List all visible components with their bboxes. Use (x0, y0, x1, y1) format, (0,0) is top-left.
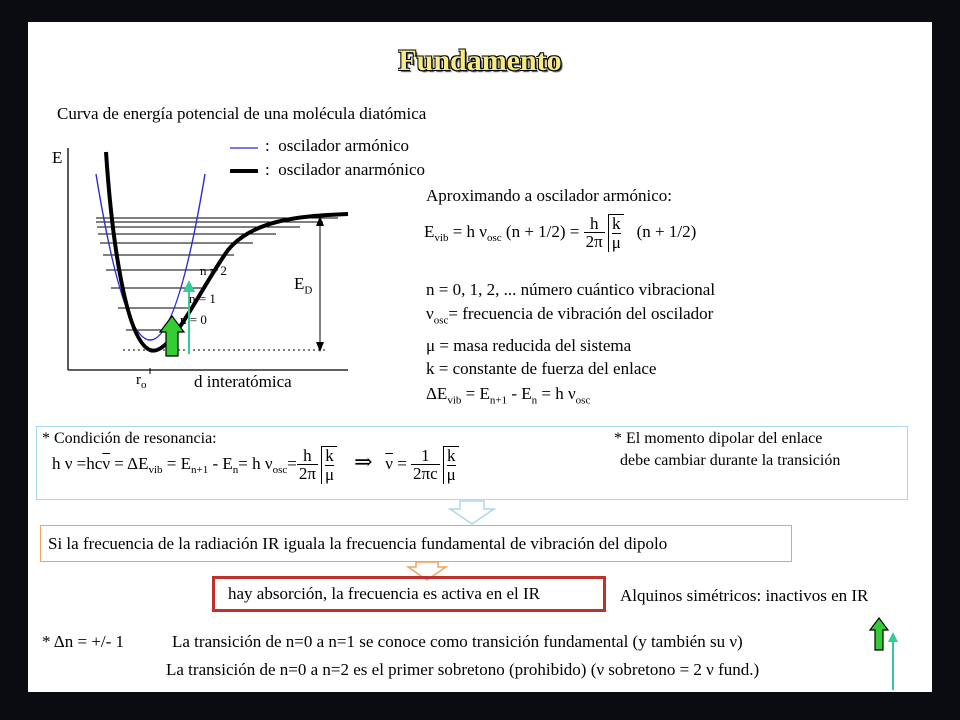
def-n (426, 280, 715, 300)
selection-rule: * Δn = +/- 1 (42, 632, 125, 651)
r0-label-sub: o (141, 379, 147, 391)
level-label-n2: n = 2 (200, 263, 227, 278)
slide (28, 22, 932, 692)
delta-c: - E (507, 384, 532, 403)
ed-arrow-head-bottom (316, 342, 324, 352)
evib-sqrt (608, 214, 624, 252)
res-sqrt-num: k (325, 446, 334, 465)
alkynes-text: Alquinos simétricos: inactivos en IR (620, 586, 869, 605)
resonance-heading: * Condición de resonancia: (42, 430, 217, 447)
evib-lhs: E (424, 221, 435, 241)
res-eq-f: = (287, 453, 297, 473)
res-eq-c-sub: n+1 (191, 464, 209, 477)
selection-line-1: La transición de n=0 a n=1 se conoce como transición fundamental (y también su ν) (172, 632, 743, 651)
def-mu-sym: μ (426, 336, 436, 355)
evib-frac-den: 2π (585, 232, 603, 252)
evib-fraction (584, 215, 605, 252)
legend-harmonic-marker: : (265, 136, 270, 155)
evib-eq: = h ν (448, 221, 487, 241)
res-eq-c: = E (162, 453, 192, 473)
def-n-text: = 0, 1, 2, ... número cuántico vibracional (434, 280, 716, 299)
def-k (426, 359, 656, 379)
res-fraction (297, 447, 318, 484)
res-sqrt (321, 446, 337, 484)
overtone-arrow-icon (886, 630, 900, 692)
curve-caption: Curva de energía potencial de una molécula diatómica (57, 104, 427, 123)
x-axis-label: d interatómica (194, 372, 292, 391)
res-nubar: $\overline{\nu}$ (102, 453, 111, 473)
legend-harmonic-label: oscilador armónico (278, 136, 409, 155)
evib-frac-num: h (584, 215, 605, 234)
res-sqrt-den: μ (324, 464, 335, 484)
evib-osc-sub: osc (486, 232, 502, 245)
evib-tail: (n + 1/2) (636, 221, 697, 241)
ed-label (294, 274, 312, 296)
res-sqrt2-num: k (446, 446, 456, 465)
legend-harmonic (265, 136, 409, 156)
r0-label (136, 372, 147, 391)
evib-n: (n + 1/2) = (501, 221, 580, 241)
delta-c-sub: n (531, 394, 538, 407)
evib-lhs-sub: vib (434, 232, 449, 245)
legend-swatches (228, 140, 260, 180)
legend-anharmonic-label: oscilador anarmónico (278, 160, 426, 179)
res-eq-d-sub: n (232, 464, 239, 477)
def-k-text: = constante de fuerza del enlace (434, 359, 657, 378)
res-eq-e-sub: osc (272, 464, 288, 477)
def-nu-sub: osc (433, 314, 449, 327)
res-frac2-num: 1 (411, 447, 440, 466)
resonance-equation (52, 446, 459, 484)
ed-label-e: E (294, 274, 305, 293)
level-label-n0: n = 0 (180, 312, 207, 327)
def-nu (426, 304, 713, 326)
selection-line-2: La transición de n=0 a n=2 es el primer sobretono (prohibido) (ν sobretono = 2 ν fund.) (166, 660, 760, 679)
def-k-sym: k (426, 359, 435, 378)
legend-anharmonic (265, 160, 425, 180)
res-eq-d: - E (208, 453, 233, 473)
res-frac-den: 2π (298, 464, 316, 484)
res-fraction-2 (411, 447, 440, 484)
delta-e-equation (426, 384, 590, 406)
delta-a: ΔE (426, 384, 448, 403)
def-nu-text: = frecuencia de vibración del oscilador (448, 304, 714, 323)
evib-sqrt-num: k (612, 214, 621, 233)
evib-equation (424, 214, 696, 252)
harmonic-heading: Aproximando a oscilador armónico: (426, 186, 672, 205)
e-axis-label: E (52, 148, 63, 167)
absorption-text: hay absorción, la frecuencia es activa en el IR (228, 584, 540, 603)
delta-b: = E (461, 384, 490, 403)
res-sqrt-2 (443, 446, 459, 484)
delta-d-sub: osc (575, 394, 591, 407)
def-mu (426, 336, 631, 356)
evib-sqrt-den: μ (611, 232, 621, 252)
def-nu-sym: ν (426, 304, 434, 323)
res-eq-e: = h ν (238, 453, 273, 473)
level-label-n1: n = 1 (189, 291, 216, 306)
ed-label-sub: D (304, 284, 313, 297)
delta-a-sub: vib (447, 394, 462, 407)
delta-b-sub: n+1 (489, 394, 508, 407)
delta-d: = h ν (537, 384, 576, 403)
r0-label-r: r (136, 372, 141, 388)
def-n-sym: n (426, 280, 435, 299)
dipole-line-2: debe cambiar durante la transición (620, 452, 841, 469)
res-sqrt2-den: μ (446, 464, 456, 484)
dipole-line-1: * El momento dipolar del enlace (614, 430, 823, 447)
legend-anharmonic-marker: : (265, 160, 270, 179)
res-frac2-den: 2πc (413, 464, 438, 484)
res-frac-num: h (297, 447, 318, 466)
anharmonic-curve (106, 152, 348, 351)
res-eq-b: = ΔE (110, 453, 149, 473)
slide-title: Fundamento (398, 44, 562, 77)
down-arrow-1 (448, 500, 496, 526)
res-nubar-2: $\overline{\nu}$ (385, 453, 393, 473)
statement-text: Si la frecuencia de la radiación IR iguala la frecuencia fundamental de vibración del dipolo (48, 534, 668, 553)
res-eq-g: = (392, 453, 407, 473)
res-eq-b-sub: vib (148, 464, 163, 477)
def-mu-text: = masa reducida del sistema (435, 336, 632, 355)
res-eq-a: h ν =hc (52, 453, 103, 473)
implies-arrow: ⇒ (354, 448, 373, 474)
